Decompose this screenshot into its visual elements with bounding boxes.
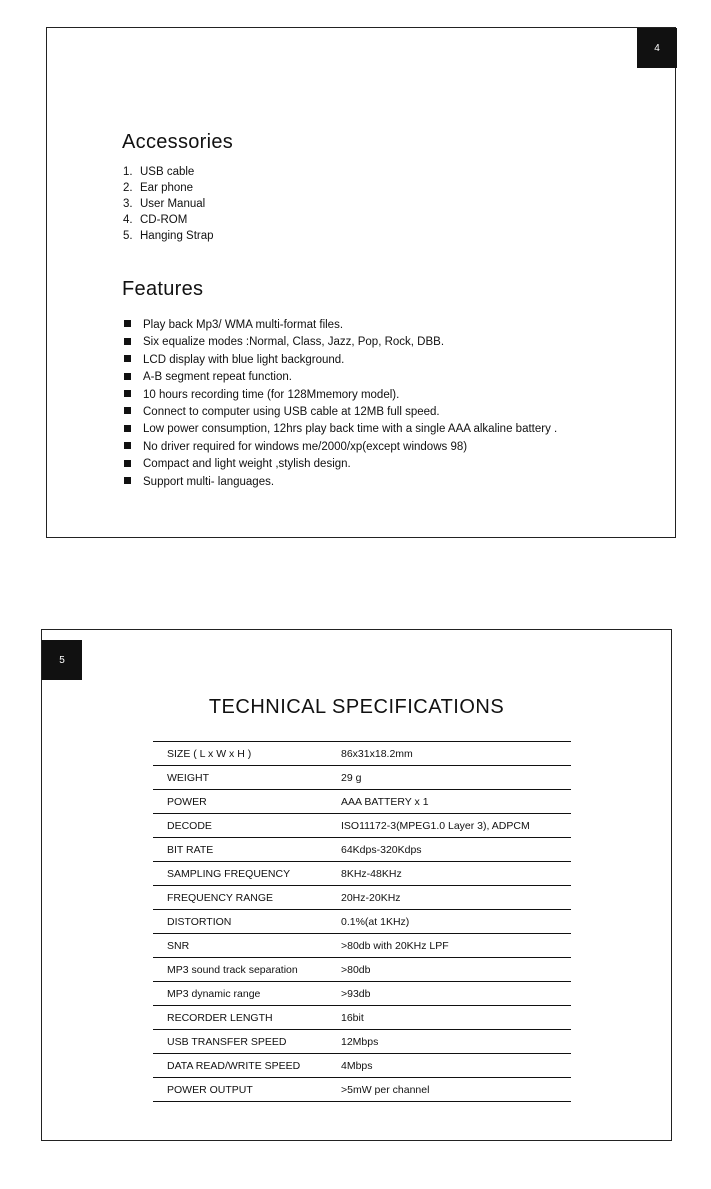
list-item [124,421,557,438]
table-row [153,838,571,862]
features-list [124,317,557,491]
feature-text: Low power consumption, 12hrs play back time with a single AAA alkaline battery . [143,423,558,436]
spec-value: >80db with 20KHz LPF [327,934,571,958]
spec-value: ISO11172-3(MPEG1.0 Layer 3), ADPCM [327,814,571,838]
table-row [153,766,571,790]
square-bullet-icon [124,320,131,327]
item-number: 1. [123,166,133,178]
item-number: 4. [123,214,133,226]
spec-key: SNR [153,934,327,958]
table-row [153,982,571,1006]
spec-key: MP3 dynamic range [153,982,327,1006]
feature-text: 10 hours recording time (for 128Mmemory model). [143,388,400,401]
item-label: Hanging Strap [140,230,214,242]
spec-key: MP3 sound track separation [153,958,327,982]
table-row [153,742,571,766]
accessories-heading: Accessories [122,131,234,153]
table-row [153,862,571,886]
item-number: 3. [123,198,133,210]
feature-text: Play back Mp3/ WMA multi-format files. [143,319,344,331]
list-item [124,352,557,369]
spec-key: SAMPLING FREQUENCY [153,862,327,886]
table-row [153,1006,571,1030]
spec-value: 20Hz-20KHz [327,886,571,910]
page-number-badge: 5 [42,640,82,680]
list-item [123,164,214,180]
spec-value: 16bit [327,1006,571,1030]
list-item [124,387,557,404]
list-item [123,180,214,196]
list-item [124,404,557,421]
manual-page-5 [41,629,672,1141]
spec-value: 4Mbps [327,1054,571,1078]
page-number-badge: 4 [637,28,677,68]
spec-key: DISTORTION [153,910,327,934]
spec-value: 8KHz-48KHz [327,862,571,886]
table-row [153,1030,571,1054]
item-label: User Manual [140,198,206,210]
square-bullet-icon [124,338,131,345]
manual-page-4 [46,27,676,538]
spec-value: AAA BATTERY x 1 [327,790,571,814]
table-row [153,1054,571,1078]
table-row [153,814,571,838]
spec-key: DATA READ/WRITE SPEED [153,1054,327,1078]
spec-key: WEIGHT [153,766,327,790]
spec-value: 64Kdps-320Kdps [327,838,571,862]
list-item [124,456,557,473]
spec-key: BIT RATE [153,838,327,862]
feature-text: Support multi- languages. [143,475,275,488]
square-bullet-icon [124,355,131,362]
feature-text: LCD display with blue light background. [143,353,345,366]
spec-key: SIZE ( L x W x H ) [153,742,327,766]
table-row [153,910,571,934]
item-label: Ear phone [140,182,194,194]
square-bullet-icon [124,425,131,432]
spec-value: 0.1%(at 1KHz) [327,910,571,934]
item-number: 2. [123,182,133,194]
list-item [124,439,557,456]
list-item [124,474,557,491]
spec-value: >80db [327,958,571,982]
spec-key: POWER OUTPUT [153,1078,327,1102]
spec-key: USB TRANSFER SPEED [153,1030,327,1054]
spec-value: 29 g [327,766,571,790]
table-row [153,934,571,958]
specifications-heading: TECHNICAL SPECIFICATIONS [208,696,505,718]
spec-value: 86x31x18.2mm [327,742,571,766]
spec-value: >93db [327,982,571,1006]
square-bullet-icon [124,407,131,414]
square-bullet-icon [124,442,131,449]
spec-key: FREQUENCY RANGE [153,886,327,910]
square-bullet-icon [124,373,131,380]
list-item [124,317,557,334]
list-item [123,228,214,244]
feature-text: Connect to computer using USB cable at 12MB full speed. [143,405,440,418]
features-heading: Features [122,278,204,300]
list-item [123,212,214,228]
table-row [153,886,571,910]
table-row [153,1078,571,1102]
list-item [123,196,214,212]
spec-key: RECORDER LENGTH [153,1006,327,1030]
feature-text: A-B segment repeat function. [143,371,292,384]
feature-text: Compact and light weight ,stylish design. [143,458,351,471]
square-bullet-icon [124,390,131,397]
item-label: USB cable [140,166,195,178]
specifications-table [153,741,571,1102]
square-bullet-icon [124,460,131,467]
list-item [124,369,557,386]
table-row [153,790,571,814]
spec-value: 12Mbps [327,1030,571,1054]
feature-text: Six equalize modes :Normal, Class, Jazz, Pop, Rock, DBB. [143,336,445,349]
list-item [124,334,557,351]
spec-key: POWER [153,790,327,814]
item-number: 5. [123,230,133,242]
square-bullet-icon [124,477,131,484]
spec-key: DECODE [153,814,327,838]
item-label: CD-ROM [140,214,188,226]
feature-text: No driver required for windows me/2000/xp(except windows 98) [143,440,468,453]
spec-value: >5mW per channel [327,1078,571,1102]
table-row [153,958,571,982]
accessories-list [123,164,214,244]
